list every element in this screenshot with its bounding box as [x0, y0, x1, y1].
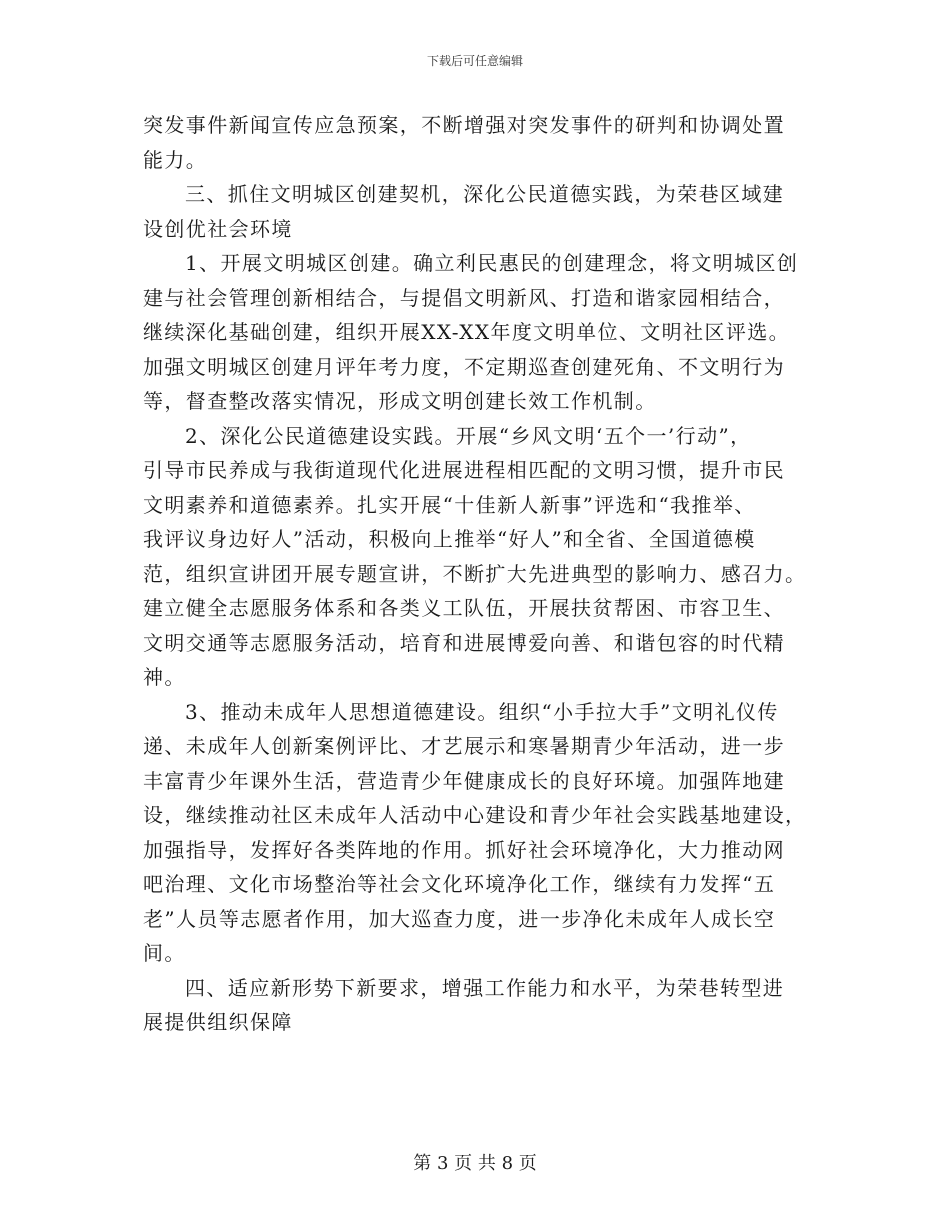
text-line: 加强指导，发挥好各类阵地的作用。抓好社会环境净化，大力推动网	[143, 837, 785, 862]
text-line: 吧治理、文化市场整治等社会文化环境净化工作，继续有力发挥“五	[143, 872, 776, 896]
text-line: 引导市民养成与我街道现代化进展进程相匹配的文明习惯，提升市民	[143, 458, 785, 482]
text-line: 加强文明城区创建月评年考力度，不定期巡查创建死角、不文明行为	[143, 354, 785, 379]
text-line: 丰富青少年课外生活，营造青少年健康成长的良好环境。加强阵地建	[143, 768, 785, 793]
text-line: 突发事件新闻宣传应急预案，不断增强对突发事件的研判和协调处置	[143, 113, 785, 137]
text-line: 间。	[143, 941, 186, 965]
page-number: 第 3 页 共 8 页	[413, 1153, 537, 1174]
text-line: 三、抓住文明城区创建契机，深化公民道德实践，为荣巷区域建	[185, 182, 785, 206]
text-line: 文明交通等志愿服务活动，培育和进展博爱向善、和谐包容的时代精	[143, 630, 785, 655]
text-line: 设创优社会环境	[143, 216, 293, 241]
page-header-note: 下载后可任意编辑	[426, 54, 523, 68]
text-line: 建与社会管理创新相结合，与提倡文明新风、打造和谐家园相结合，	[143, 285, 785, 310]
text-line: 2、深化公民道德建设实践。开展“乡风文明‘五个一’行动”，	[185, 423, 752, 448]
document-body	[143, 108, 807, 1040]
text-line: 老”人员等志愿者作用，加大巡查力度，进一步净化未成年人成长空	[143, 906, 776, 931]
text-line: 四、适应新形势下新要求，增强工作能力和水平，为荣巷转型进	[185, 975, 785, 1000]
text-line: 我评议身边好人”活动，积极向上推举“好人”和全省、全国道德模	[143, 527, 756, 551]
text-line: 递、未成年人创新案例评比、才艺展示和寒暑期青少年活动，进一步	[143, 734, 785, 758]
text-line: 文明素养和道德素养。扎实开展“十佳新人新事”评选和“我推举、	[143, 492, 756, 517]
text-line: 1、开展文明城区创建。确立利民惠民的创建理念，将文明城区创	[185, 251, 799, 275]
text-line: 等，督查整改落实情况，形成文明创建长效工作机制。	[143, 389, 657, 413]
text-line: 范，组织宣讲团开展专题宣讲，不断扩大先进典型的影响力、感召力。	[143, 561, 807, 586]
text-line: 展提供组织保障	[143, 1010, 293, 1034]
text-line: 神。	[143, 665, 186, 689]
text-line: 能力。	[143, 147, 208, 172]
text-line: 建立健全志愿服务体系和各类义工队伍，开展扶贫帮困、市容卫生、	[143, 596, 785, 620]
text-line: 设，继续推动社区未成年人活动中心建设和青少年社会实践基地建设，	[143, 803, 807, 827]
text-line: 继续深化基础创建，组织开展XX-XX年度文明单位、文明社区评选。	[143, 320, 791, 344]
text-line: 3、推动未成年人思想道德建设。组织“小手拉大手”文明礼仪传	[185, 699, 779, 724]
